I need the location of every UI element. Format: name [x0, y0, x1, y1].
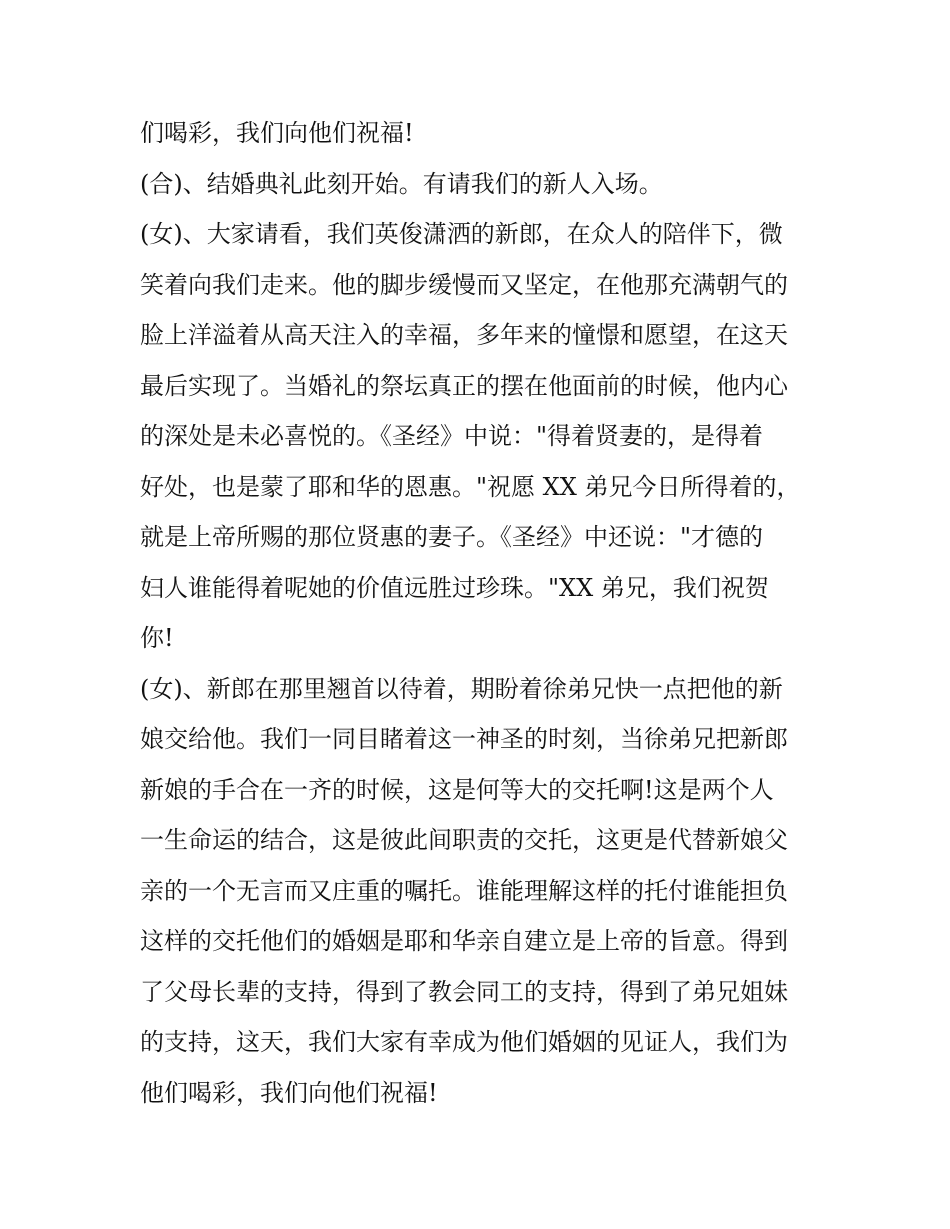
text-line: (合)、结婚典礼此刻开始。有请我们的新人入场。 — [140, 169, 663, 198]
text-line: (女)、新郎在那里翘首以待着，期盼着徐弟兄快一点把他的新 — [140, 674, 783, 703]
text-line: 妇人谁能得着呢她的价值远胜过珍珠。"XX 弟兄，我们祝贺 — [140, 573, 769, 602]
text-line: 你! — [140, 624, 174, 652]
text-line: 的深处是未必喜悦的。《圣经》中说："得着贤妻的，是得着 — [140, 422, 764, 450]
text-line: 脸上洋溢着从高天注入的幸福，多年来的憧憬和愿望，在这天 — [140, 321, 788, 349]
text-line: 就是上帝所赐的那位贤惠的妻子。《圣经》中还说："才德的 — [140, 523, 764, 551]
body-text — [140, 108, 820, 1118]
text-line: 好处，也是蒙了耶和华的恩惠。"祝愿 XX 弟兄今日所得着的， — [140, 472, 801, 501]
text-line: 亲的一个无言而又庄重的嘱托。谁能理解这样的托付谁能担负 — [140, 876, 788, 905]
text-line: (女)、大家请看，我们英俊潇洒的新郎，在众人的陪伴下，微 — [140, 220, 783, 248]
text-line: 这样的交托他们的婚姻是耶和华亲自建立是上帝的旨意。得到 — [140, 927, 788, 955]
text-line: 娘交给他。我们一同目睹着这一神圣的时刻，当徐弟兄把新郎 — [140, 725, 788, 753]
text-line: 新娘的手合在一齐的时候，这是何等大的交托啊!这是两个人 — [140, 775, 774, 804]
text-line: 笑着向我们走来。他的脚步缓慢而又坚定，在他那充满朝气的 — [140, 270, 788, 299]
text-line: 了父母长辈的支持，得到了教会同工的支持，得到了弟兄姐妹 — [140, 977, 788, 1006]
text-line: 的支持，这天，我们大家有幸成为他们婚姻的见证人，我们为 — [140, 1028, 788, 1056]
text-line: 最后实现了。当婚礼的祭坛真正的摆在他面前的时候，他内心 — [140, 371, 788, 400]
text-line: 们喝彩，我们向他们祝福! — [140, 119, 414, 147]
text-line: 一生命运的结合，这是彼此间职责的交托，这更是代替新娘父 — [140, 826, 788, 854]
text-line: 他们喝彩，我们向他们祝福! — [140, 1078, 438, 1107]
